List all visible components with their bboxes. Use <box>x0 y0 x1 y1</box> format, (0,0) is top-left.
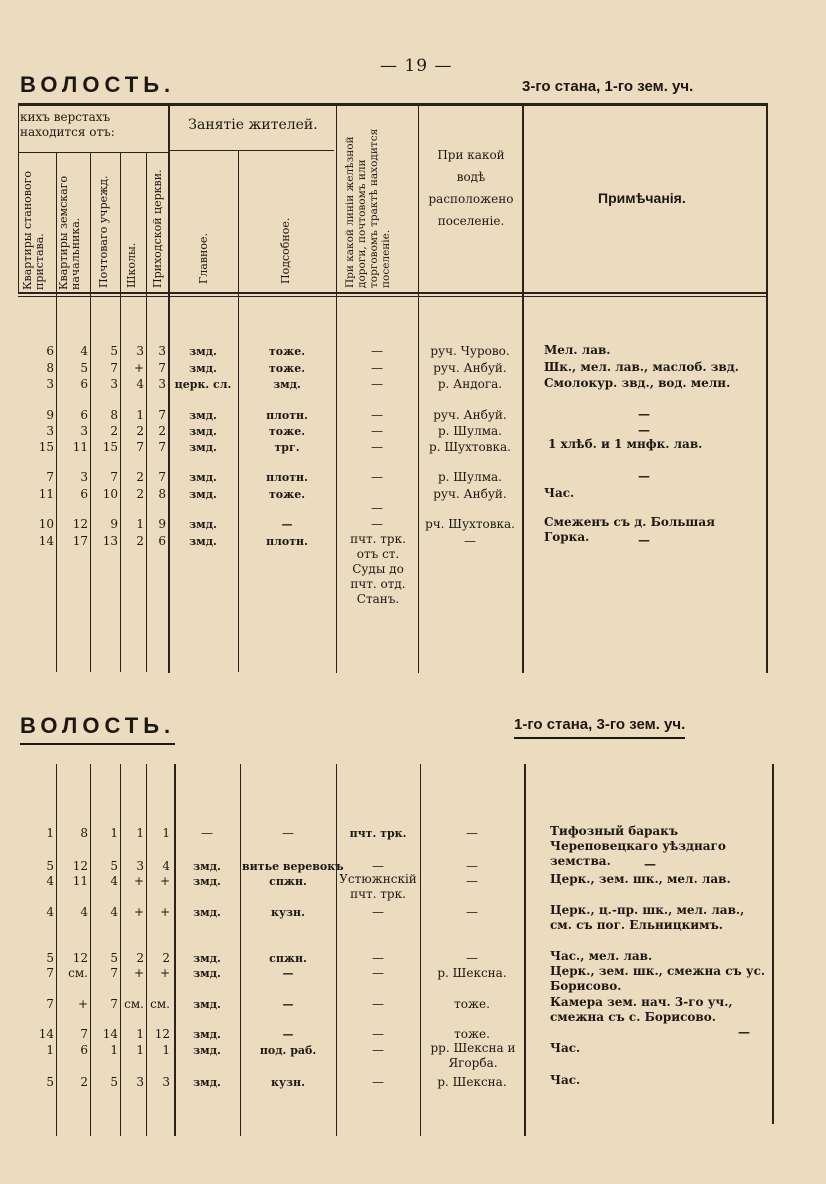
table-cell: пчт. трк. <box>349 827 407 840</box>
table-cell: — <box>372 1043 384 1057</box>
table-cell: Устюжнскій пчт. трк. <box>339 872 417 901</box>
table-cell: змд. <box>193 967 221 980</box>
table-cell: 7 <box>110 470 118 484</box>
table-cell: — <box>466 905 478 919</box>
header-occupation-group: Занятіе жителей. <box>188 117 318 133</box>
table-cell: — <box>371 470 383 484</box>
table-cell: 11 <box>72 440 88 454</box>
table-cell: — <box>371 517 383 531</box>
note-cell: Час., мел. лав. <box>550 949 653 963</box>
table-cell: 7 <box>158 440 166 454</box>
table-cell: кузн. <box>271 906 305 919</box>
table-cell: см. <box>68 966 88 980</box>
table-cell: 9 <box>46 408 54 422</box>
table-cell: змд. <box>193 952 221 965</box>
table-cell: — <box>371 377 383 391</box>
table-cell: 4 <box>80 344 88 358</box>
note-cell: Церк., зем. шк., смежна съ ус. Борисово. <box>550 964 766 993</box>
header-col-church: Приходской церкви. <box>151 169 164 288</box>
table-cell: р. Андога. <box>437 377 503 391</box>
table-cell: — <box>372 1027 384 1041</box>
table-cell: 14 <box>38 534 54 548</box>
table-cell: 7 <box>46 470 54 484</box>
table-cell: змд. <box>193 998 221 1011</box>
note-cell: — <box>638 533 650 547</box>
table-cell: — <box>371 361 383 375</box>
table-cell: 2 <box>136 424 144 438</box>
table-cell: 14 <box>38 1027 54 1041</box>
table-cell: — <box>201 826 213 840</box>
table-cell: 2 <box>136 470 144 484</box>
table-cell: 9 <box>110 517 118 531</box>
t2-v6 <box>240 764 241 1136</box>
table-cell: 3 <box>136 859 144 873</box>
table-cell: спжн. <box>269 875 307 888</box>
table-cell: 2 <box>136 534 144 548</box>
note-cell: Мел. лав. <box>544 343 611 357</box>
table-cell: р. Шулма. <box>438 470 502 484</box>
table-cell: 13 <box>102 534 118 548</box>
table1-header-rule-2 <box>18 296 766 297</box>
table-cell: 1 <box>162 1043 170 1057</box>
table-cell: тоже. <box>268 345 306 358</box>
t2-v1 <box>56 764 57 1136</box>
table-cell: 5 <box>46 1075 54 1089</box>
table-cell: — <box>371 344 383 358</box>
note-cell: Час. <box>550 1041 581 1055</box>
t1-v10 <box>766 103 768 673</box>
table-cell: пчт. трк. отъ ст. Суды до пчт. отд. Станъ. <box>350 532 406 606</box>
table-cell: 7 <box>136 440 144 454</box>
table-cell: — <box>281 518 293 531</box>
table-cell: 7 <box>46 997 54 1011</box>
table-cell: змд. <box>193 1044 221 1057</box>
table-cell: змд. <box>189 345 217 358</box>
table-cell: 4 <box>110 905 118 919</box>
t2-v3 <box>120 764 121 1136</box>
stan-label-2: 1-го стана, 3-го зем. уч. <box>514 716 685 739</box>
note-cell: — <box>644 857 656 871</box>
note-cell: Камера зем. нач. 3-го уч., смежна съ с. Борисово. <box>550 995 733 1024</box>
table-cell: — <box>371 424 383 438</box>
header-distance-group: кихъ верстахъ находится отъ: <box>20 110 115 139</box>
table-cell: + <box>133 361 144 375</box>
table-cell: под. раб. <box>259 1044 317 1057</box>
table-cell: — <box>372 859 384 873</box>
t2-v2 <box>90 764 91 1136</box>
table-cell: 6 <box>158 534 166 548</box>
header-col-post: Почтоваго учрежд. <box>97 175 110 288</box>
table-cell: 7 <box>110 966 118 980</box>
table-cell: 1 <box>46 826 54 840</box>
t2-v8 <box>420 764 421 1136</box>
table-cell: змд. <box>193 1028 221 1041</box>
table-cell: змд. <box>189 518 217 531</box>
table-cell: + <box>133 874 144 888</box>
note-cell: — <box>638 469 650 483</box>
table-cell: 10 <box>102 487 118 501</box>
t2-v4 <box>146 764 147 1136</box>
table-cell: змд. <box>193 875 221 888</box>
table-cell: — <box>371 408 383 422</box>
table-cell: 1 <box>136 517 144 531</box>
note-cell: Церк., зем. шк., мел. лав. <box>550 872 731 886</box>
table-cell: змд. <box>193 906 221 919</box>
table-cell: + <box>133 905 144 919</box>
table-cell: + <box>159 966 170 980</box>
table-cell: 7 <box>46 966 54 980</box>
table-cell: витье веревокъ <box>242 860 344 873</box>
table-cell: руч. Анбуй. <box>433 408 507 422</box>
note-cell: Смолокур. звд., вод. мелн. <box>544 376 731 390</box>
table-cell: 4 <box>46 874 54 888</box>
table-cell: 10 <box>38 517 54 531</box>
table-cell: рч. Шухтовка. <box>425 517 515 531</box>
table-cell: 8 <box>158 487 166 501</box>
table-cell: плотн. <box>266 471 308 484</box>
table-cell: змд. <box>193 1076 221 1089</box>
header-col-main: Главное. <box>197 233 210 284</box>
table-cell: тоже. <box>454 1027 490 1041</box>
table-cell: см. <box>150 997 170 1011</box>
table-cell: — <box>282 967 294 980</box>
t1-v3 <box>120 152 121 672</box>
table-cell: 12 <box>72 951 88 965</box>
table-cell: тоже. <box>268 362 306 375</box>
note-cell: Час. <box>550 1073 581 1087</box>
table-cell: змд. <box>193 860 221 873</box>
table-cell: р. Шухтовка. <box>429 440 511 454</box>
table-cell: 8 <box>110 408 118 422</box>
table-cell: р. Шулма. <box>438 424 502 438</box>
table-cell: змд. <box>189 471 217 484</box>
table-cell: 1 <box>136 408 144 422</box>
header-col-notes: Примѣчанія. <box>598 190 686 206</box>
table-cell: 1 <box>110 1043 118 1057</box>
header-col-water: При какой водѣ расположено поселеніе. <box>428 148 514 228</box>
table-cell: 3 <box>46 424 54 438</box>
t2-v9 <box>524 764 526 1136</box>
table-cell: — <box>372 1075 384 1089</box>
table-cell: трг. <box>274 441 300 454</box>
table-cell: — <box>371 440 383 454</box>
table-cell: церк. сл. <box>174 378 232 391</box>
table-cell: 14 <box>102 1027 118 1041</box>
t1-v9 <box>522 103 524 673</box>
table-cell: 2 <box>110 424 118 438</box>
table-cell: 4 <box>46 905 54 919</box>
table-cell: 6 <box>80 408 88 422</box>
table-cell: 3 <box>158 377 166 391</box>
table-cell: + <box>159 874 170 888</box>
table-cell: + <box>133 966 144 980</box>
table-cell: 2 <box>136 487 144 501</box>
note-cell: — <box>638 423 650 437</box>
table-cell: 3 <box>80 470 88 484</box>
table-cell: змд. <box>189 441 217 454</box>
note-cell: Смеженъ съ д. Большая Горка. <box>544 515 715 544</box>
table-cell: 2 <box>158 424 166 438</box>
table-cell: 7 <box>158 470 166 484</box>
table-cell: 6 <box>80 377 88 391</box>
table-cell: 5 <box>110 344 118 358</box>
table-cell: — <box>466 874 478 888</box>
table-cell: 3 <box>46 377 54 391</box>
table-cell: — <box>282 1028 294 1041</box>
table-cell: + <box>159 905 170 919</box>
table-cell: 1 <box>110 826 118 840</box>
table-cell: р. Шексна. <box>437 966 507 980</box>
table-cell: 5 <box>46 859 54 873</box>
t1-v6 <box>238 150 239 672</box>
line-dash: — <box>371 501 383 515</box>
note-cell: Час. <box>544 486 575 500</box>
table1-header-rule <box>18 292 766 294</box>
table-cell: змд. <box>273 378 301 391</box>
table-cell: 1 <box>46 1043 54 1057</box>
table-cell: 3 <box>136 1075 144 1089</box>
table-cell: 6 <box>80 487 88 501</box>
table-cell: 7 <box>110 361 118 375</box>
table-cell: 15 <box>102 440 118 454</box>
table-cell: змд. <box>189 488 217 501</box>
note-cell: — <box>638 407 650 421</box>
volost-title-2: ВОЛОСТЬ. <box>20 713 175 745</box>
stan-label-1: 3-го стана, 1-го зем. уч. <box>522 78 694 95</box>
table-cell: 11 <box>72 874 88 888</box>
table-cell: тоже. <box>268 488 306 501</box>
table-cell: тоже. <box>268 425 306 438</box>
table-cell: 8 <box>80 826 88 840</box>
t1-v8 <box>418 103 419 673</box>
table-cell: 1 <box>162 826 170 840</box>
table-cell: руч. Чурово. <box>430 344 510 358</box>
table-cell: змд. <box>189 362 217 375</box>
t1-v0 <box>18 103 19 293</box>
table-cell: плотн. <box>266 535 308 548</box>
table1-top-rule <box>18 103 766 106</box>
table-cell: — <box>466 951 478 965</box>
note-cell: 1 хлѣб. и 1 мнфк. лав. <box>548 437 703 451</box>
table-cell: кузн. <box>271 1076 305 1089</box>
table-cell: + <box>77 997 88 1011</box>
t1-v7 <box>336 103 337 673</box>
table-cell: 5 <box>80 361 88 375</box>
table-cell: — <box>282 826 294 840</box>
table-cell: 1 <box>136 826 144 840</box>
table-cell: — <box>372 997 384 1011</box>
table-cell: 3 <box>136 344 144 358</box>
table-cell: спжн. <box>269 952 307 965</box>
note-cell: — <box>738 1025 750 1039</box>
header-col-school: Школы. <box>125 242 138 288</box>
note-cell: Шк., мел. лав., маслоб. звд. <box>544 360 739 374</box>
table-cell: 6 <box>46 344 54 358</box>
table-cell: 12 <box>154 1027 170 1041</box>
table-cell: 9 <box>158 517 166 531</box>
table-cell: 5 <box>110 951 118 965</box>
table-cell: 11 <box>38 487 54 501</box>
table-cell: 5 <box>46 951 54 965</box>
table-cell: 7 <box>80 1027 88 1041</box>
volost-title-1: ВОЛОСТЬ. <box>20 72 176 97</box>
page-number: — 19 — <box>380 56 453 76</box>
table-cell: — <box>466 826 478 840</box>
table-cell: 17 <box>72 534 88 548</box>
table-cell: 6 <box>80 1043 88 1057</box>
table-cell: 3 <box>80 424 88 438</box>
t2-v7 <box>336 764 337 1136</box>
table-cell: 4 <box>80 905 88 919</box>
table-cell: — <box>372 951 384 965</box>
table-cell: 15 <box>38 440 54 454</box>
table-cell: змд. <box>189 425 217 438</box>
table-cell: 7 <box>110 997 118 1011</box>
table-cell: 1 <box>136 1043 144 1057</box>
header-col-aux: Подсобное. <box>279 217 292 284</box>
table-cell: плотн. <box>266 409 308 422</box>
table-cell: 3 <box>162 1075 170 1089</box>
table-cell: — <box>466 859 478 873</box>
t2-v10 <box>772 764 774 1124</box>
t1-v4 <box>146 152 147 672</box>
table-cell: 5 <box>110 1075 118 1089</box>
table-cell: рр. Шексна и Ягорба. <box>430 1041 516 1070</box>
header-col-line: При какой линіи желѣзной дороги, почтовомъ или торговомъ трактѣ находится поселеніе. <box>344 128 392 288</box>
table-cell: — <box>372 966 384 980</box>
note-cell: Тифозный баракъ Череповецкаго уѣзднаго земства. <box>550 824 726 868</box>
header-col-stanovoy: Квартиры станового пристава. <box>21 171 46 290</box>
table-cell: 7 <box>158 408 166 422</box>
table-cell: 3 <box>110 377 118 391</box>
table-cell: — <box>282 998 294 1011</box>
table-cell: 4 <box>136 377 144 391</box>
table-cell: тоже. <box>454 997 490 1011</box>
note-cell: Церк., ц.-пр. шк., мел. лав., см. съ пог. Ельницкимъ. <box>550 903 745 932</box>
table-cell: 8 <box>46 361 54 375</box>
table-cell: 1 <box>136 1027 144 1041</box>
t1-v2 <box>90 152 91 672</box>
table-cell: руч. Анбуй. <box>433 361 507 375</box>
table-cell: руч. Анбуй. <box>433 487 507 501</box>
table-cell: р. Шексна. <box>437 1075 507 1089</box>
table-cell: 12 <box>72 517 88 531</box>
table-cell: 5 <box>110 859 118 873</box>
table1-group-rule-b <box>168 150 334 151</box>
table-cell: 4 <box>162 859 170 873</box>
table-cell: змд. <box>189 535 217 548</box>
table-cell: 7 <box>158 361 166 375</box>
table-cell: 2 <box>80 1075 88 1089</box>
table-cell: — <box>372 905 384 919</box>
header-col-zemsky: Квартиры земскаго начальника. <box>57 175 82 290</box>
table-cell: 2 <box>162 951 170 965</box>
table-cell: см. <box>124 997 144 1011</box>
table-cell: 12 <box>72 859 88 873</box>
table-cell: змд. <box>189 409 217 422</box>
table-cell: 2 <box>136 951 144 965</box>
table-cell: 4 <box>110 874 118 888</box>
table-cell: 3 <box>158 344 166 358</box>
table-cell: — <box>464 534 476 548</box>
